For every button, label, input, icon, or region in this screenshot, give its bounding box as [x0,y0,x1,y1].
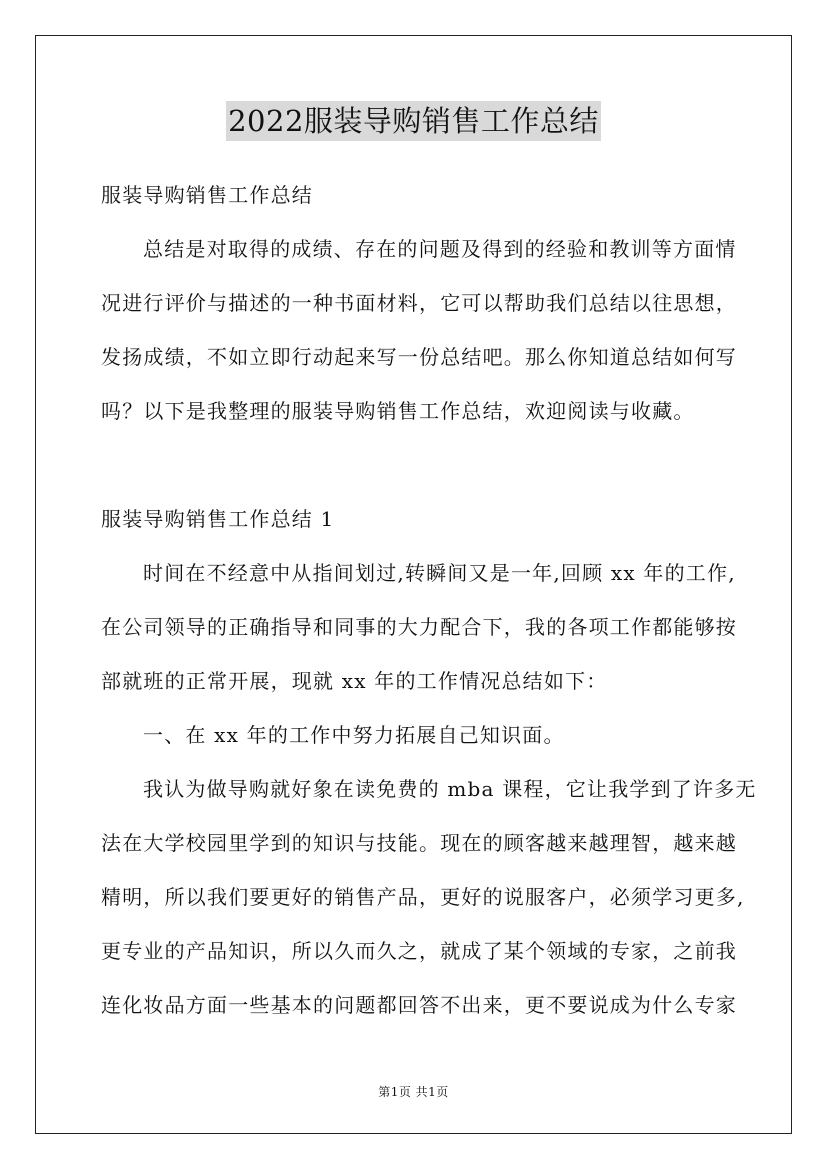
subtitle-line: 服装导购销售工作总结 [101,183,313,207]
paragraph-line: 况进行评价与描述的一种书面材料，它可以帮助我们总结以往思想， [101,291,737,315]
paragraph-line: 部就班的正常开展，现就 xx 年的工作情况总结如下： [101,669,608,693]
paragraph-line: 总结是对取得的成绩、存在的问题及得到的经验和教训等方面情 [143,237,737,261]
paragraph-line: 更专业的产品知识，所以久而久之，就成了某个领域的专家，之前我 [101,939,737,963]
paragraph-line: 精明，所以我们要更好的销售产品，更好的说服客户，必须学习更多, [101,885,745,909]
paragraph-line: 法在大学校园里学到的知识与技能。现在的顾客越来越理智，越来越 [101,831,737,855]
paragraph-line: 我认为做导购就好象在读免费的 mba 课程，它让我学到了许多无 [143,777,757,801]
paragraph-line: 发扬成绩，不如立即行动起来写一份总结吧。那么你知道总结如何写 [101,345,737,369]
title-container [0,101,827,141]
paragraph-line: 连化妆品方面一些基本的问题都回答不出来，更不要说成为什么专家 [101,993,737,1017]
paragraph-line: 在公司领导的正确指导和同事的大力配合下，我的各项工作都能够按 [101,615,737,639]
paragraph-line: 时间在不经意中从指间划过,转瞬间又是一年,回顾 xx 年的工作, [143,561,736,585]
page-number-footer: 第1页 共1页 [378,1085,449,1099]
section-heading: 服装导购销售工作总结 1 [101,507,335,531]
document-title: 2022服装导购销售工作总结 [226,101,601,141]
paragraph-line: 吗？以下是我整理的服装导购销售工作总结，欢迎阅读与收藏。 [101,399,695,423]
list-item-heading: 一、在 xx 年的工作中努力拓展自己知识面。 [143,723,565,747]
